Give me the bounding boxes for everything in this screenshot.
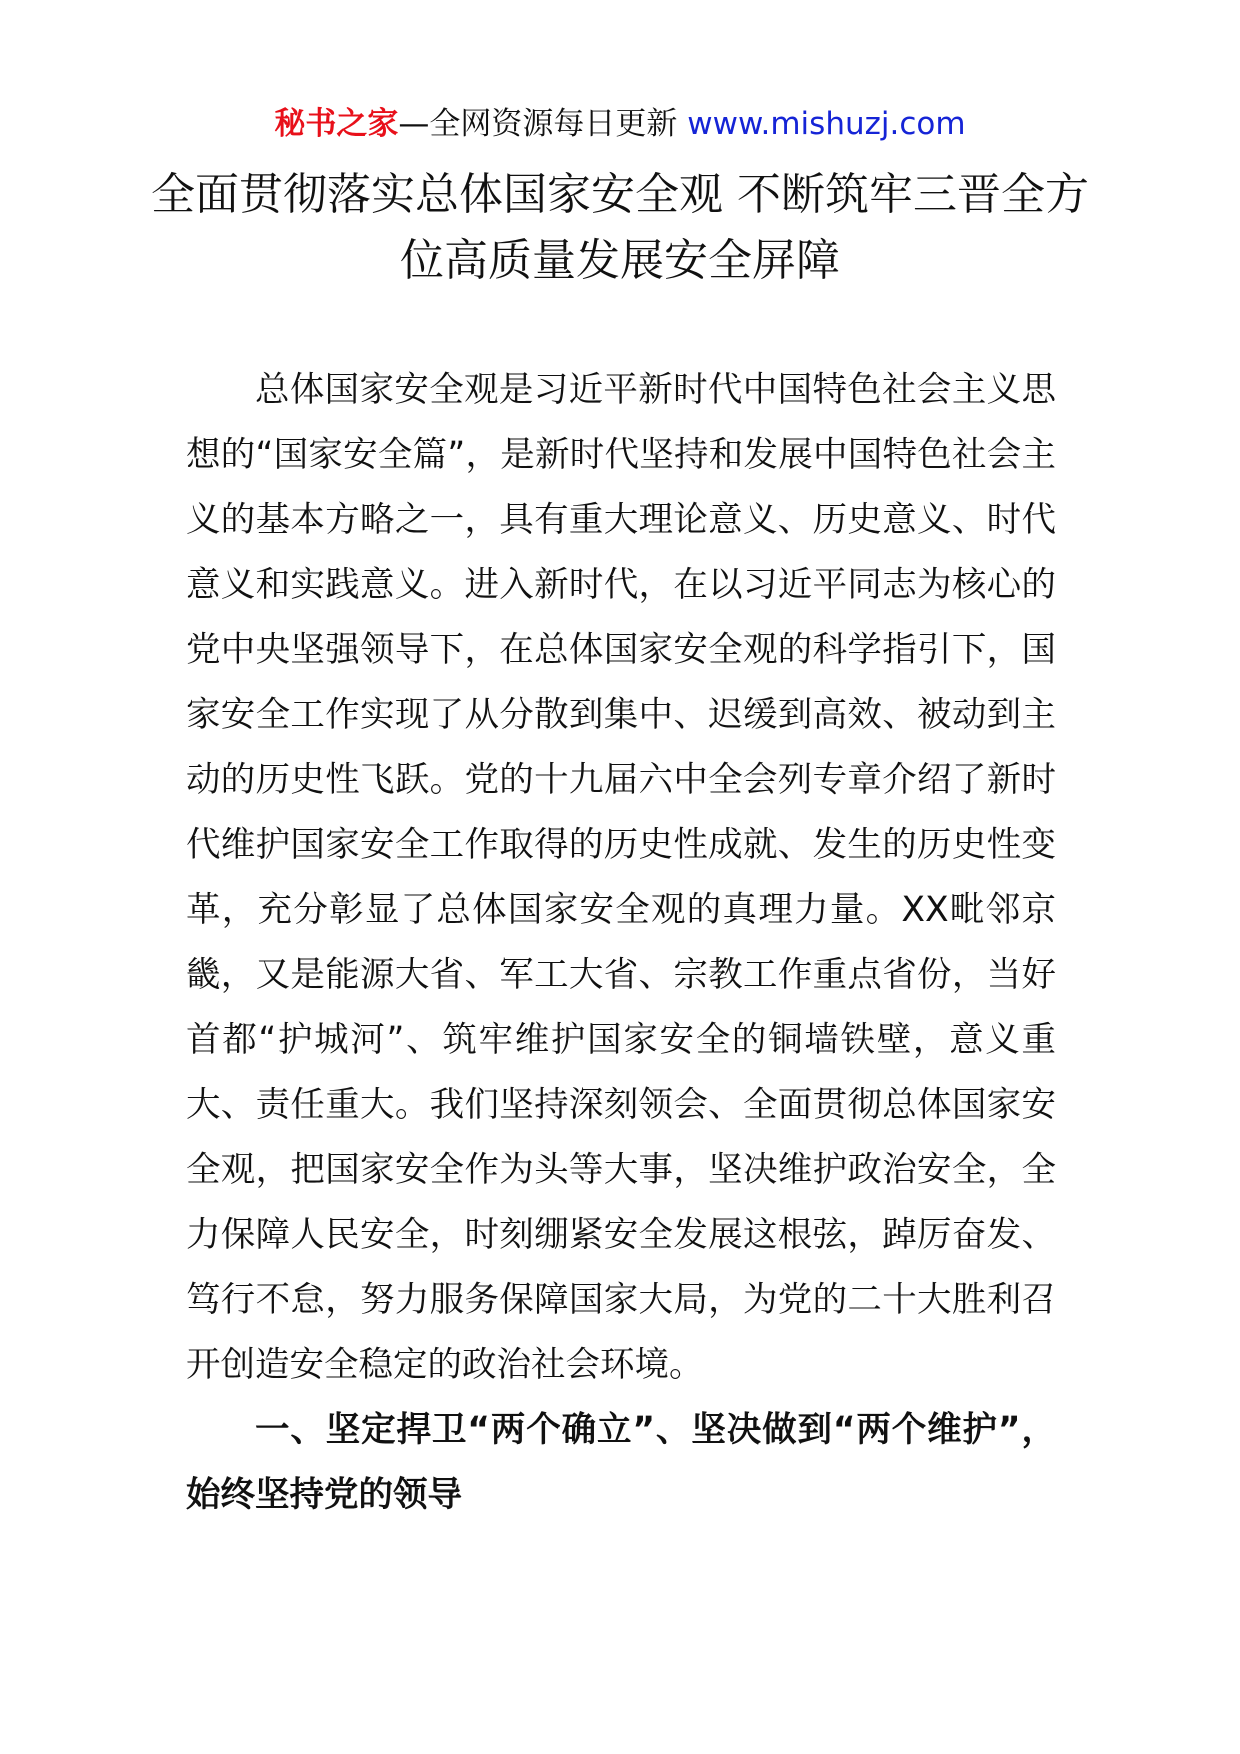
section-heading: 一、坚定捍卫“两个确立”、坚决做到“两个维护”，始终坚持党的领导 [186,1410,1056,1515]
header-tagline: —全网资源每日更新 [398,106,678,142]
body-paragraph: 总体国家安全观是习近平新时代中国特色社会主义思想的“国家安全篇”，是新时代坚持和发展中国特色社会主义的基本方略之一，具有重大理论意义、历史意义、时代意义和实践意义。进入新时代，在以习近平同志为核心的党中央坚强领导下，在总体国家安全观的科学指引下，国家安全工作实现了从分散到集中、迟缓到高效、被动到主动的历史性飞跃。党的十九届六中全会列专章介绍了新时代维护国家安全工作取得的历史性成就、发生的历史性变革，充分彰显了总体国家安全观的真理力量。XX毗邻京畿，又是能源大省、军工大省、宗教工作重点省份，当好首都“护城河”、筑牢维护国家安全的铜墙铁壁，意义重大、责任重大。我们坚持深刻领会、全面贯彻总体国家安全观，把国家安全作为头等大事，坚决维护政治安全，全力保障人民安全，时刻绷紧安全发展这根弦，踔厉奋发、笃行不怠，努力服务保障国家大局，为党的二十大胜利召开创造安全稳定的政治社会环境。 [186,370,1056,1385]
document-title: 全面贯彻落实总体国家安全观 不断筑牢三晋全方位高质量发展安全屏障 [151,169,1089,286]
document-body [186,358,1056,1528]
brand-name: 秘书之家 [274,106,399,142]
header-banner [0,98,1240,150]
site-url-link[interactable]: www.mishuzj.com [687,106,966,142]
